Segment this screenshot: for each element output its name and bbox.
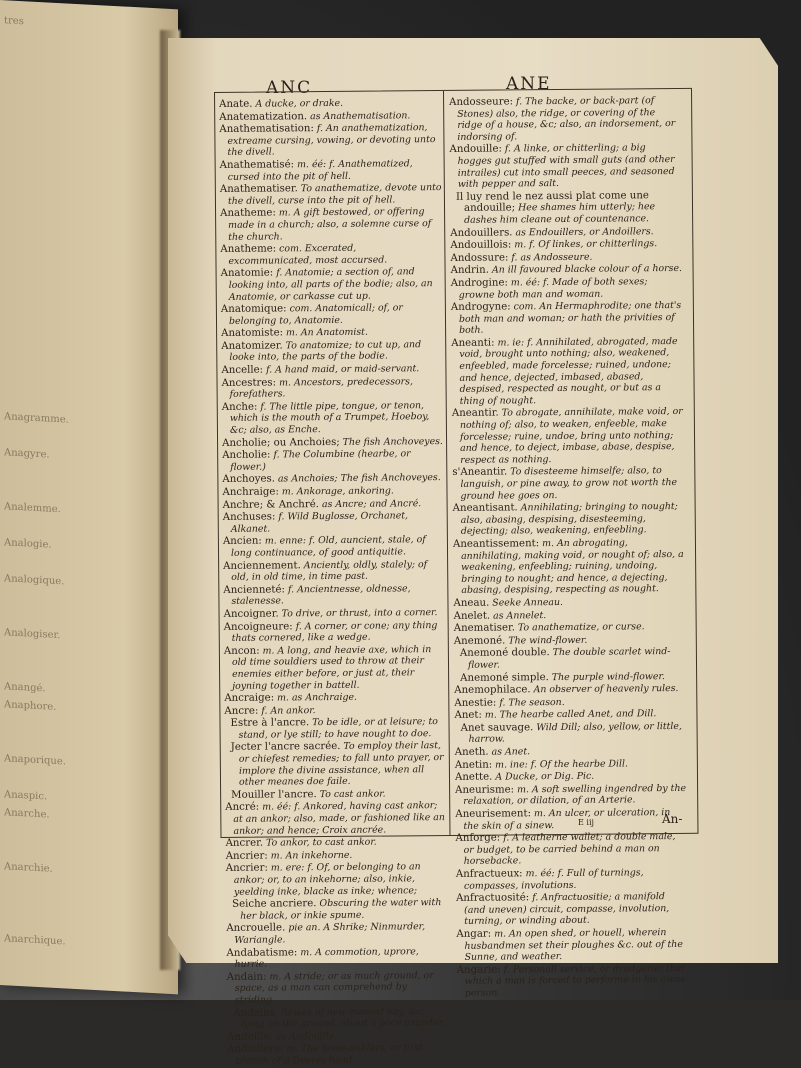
left-page-line: Anaphore. <box>4 699 57 713</box>
dictionary-entry <box>456 867 688 892</box>
headword: Anette. <box>454 771 493 784</box>
dictionary-entry <box>221 376 443 401</box>
headword: Anemophilace. <box>454 684 531 697</box>
dictionary-entry <box>455 831 687 868</box>
headword: Anciennement. <box>223 559 301 572</box>
headword: Estre à l'ancre. <box>230 717 310 730</box>
dictionary-entry <box>224 704 446 718</box>
dictionary-entry <box>219 97 441 111</box>
headword: Anet: <box>454 709 482 722</box>
definition: pie an. A Shrike; Ninmurder, Wariangle. <box>234 921 426 946</box>
definition: m. The brow-anklers, or first branch of a Deeres head. <box>235 1042 423 1067</box>
dictionary-entry <box>450 251 682 265</box>
definition: An observer of heavenly rules. <box>530 683 679 696</box>
definition: m. An abrogating, annihilating, making void, or nought of; also, a weakening, enfeebling; ruining, undoing, bringing to nought; and hence, a dejecting, abasing, despising, respecting as nought. <box>461 537 684 597</box>
definition: f. An anathematization, extreame cursing, vowing, or devoting unto the divell. <box>227 122 436 159</box>
headword: Anematiser. <box>453 622 516 635</box>
headword: Anatomizer. <box>221 340 283 352</box>
headword: Andains. <box>232 1007 278 1019</box>
dictionary-entry <box>224 644 446 692</box>
definition: Obscuring the water with her black, or inkie spume. <box>240 897 442 922</box>
headword: Ancon: <box>223 645 260 657</box>
headword: Anathematisation: <box>219 123 314 136</box>
definition: The double scarlet wind-flower. <box>467 646 671 671</box>
left-page-line: Anaspic. <box>4 789 48 803</box>
definition: as Anet. <box>488 746 531 758</box>
headword: Aneth. <box>454 746 489 758</box>
dictionary-entry <box>219 122 441 159</box>
headword: Aneurisme: <box>455 784 515 796</box>
definition: To cast ankor. <box>316 788 386 800</box>
headword: Ancré: <box>225 802 260 814</box>
definition: To anathematize, devote unto the divell, curse into the pit of hell. <box>227 182 442 207</box>
headword: Andabatisme: <box>226 946 298 959</box>
headword: Anatheme: <box>220 207 276 220</box>
dictionary-entry <box>223 498 445 512</box>
left-page-line: Anarchique. <box>4 933 66 948</box>
dictionary-entry <box>224 716 446 741</box>
dictionary-entry <box>225 800 447 837</box>
left-page-line: Analogiser. <box>4 627 61 642</box>
headword: Anatheme: <box>220 243 277 256</box>
headword: Anatomie: <box>220 267 274 280</box>
headword: Il luy rend le nez aussi plat come une andouille; <box>455 189 649 215</box>
definition: f. A hand maid, or maid-servant. <box>263 363 420 376</box>
definition: A Ducke, or Dig. Pic. <box>492 770 595 783</box>
dictionary-entry <box>225 740 447 788</box>
headword: Ancrier: <box>225 862 268 875</box>
headword: Anche: <box>221 401 258 413</box>
right-column <box>449 95 689 1001</box>
dictionary-entry <box>454 634 686 648</box>
headword: Anfractueux: <box>455 868 523 880</box>
definition: An ill favoured blacke colour of a horse. <box>488 263 683 276</box>
dictionary-entry <box>450 225 682 239</box>
dictionary-entry <box>219 110 441 124</box>
dictionary-entry <box>226 946 448 971</box>
left-page-line: Anaporique. <box>4 753 66 768</box>
headword: Aneurisement: <box>455 808 532 820</box>
dictionary-entry <box>456 891 688 928</box>
headword: Ancienneté: <box>223 584 286 596</box>
headword: Aneanti: <box>451 337 495 349</box>
headword: Ancholie; ou Anchoies; <box>222 436 340 449</box>
dictionary-entry <box>452 406 684 466</box>
dictionary-entry <box>452 465 684 502</box>
dictionary-entry <box>223 559 445 584</box>
dictionary-entry <box>227 1006 449 1031</box>
dictionary-entry <box>455 745 687 759</box>
definition: m. ine: f. Of the hearbe Dill. <box>492 758 629 771</box>
dictionary-entry <box>222 485 444 499</box>
definition: m. as Anchraige. <box>274 691 358 704</box>
headword: Aneau. <box>453 597 490 609</box>
definition: m. éé: f. Full of turnings, compasses, involutions. <box>463 867 644 892</box>
definition: f. The season. <box>496 696 565 709</box>
headword: Ancrier: <box>225 850 268 862</box>
definition: com. Anatomicall; of, or belonging to, Anatomie. <box>228 302 403 327</box>
definition: f. as Andosseure. <box>508 251 593 264</box>
headword: Anchraige: <box>222 486 279 498</box>
definition: as Ancre; and Ancré. <box>318 497 422 510</box>
left-page-text <box>4 10 169 994</box>
definition: m. An open shed, or houell, wherein husbandmen set their ploughes &c. out of the Sunne, and weather. <box>464 927 683 964</box>
definition: as Endouillers, or Andoillers. <box>512 225 654 238</box>
headword: Angar: <box>456 928 492 940</box>
headword: Mouiller l'ancre. <box>231 788 317 801</box>
headword: Anathematisé: <box>219 159 295 171</box>
headword: Andoille. <box>227 1031 273 1043</box>
dictionary-entry <box>454 621 686 635</box>
dictionary-entry <box>453 537 685 597</box>
definition: f. An ankor. <box>258 704 316 717</box>
headword: Anet sauvage. <box>460 722 534 734</box>
dictionary-entry <box>451 276 683 301</box>
headword: Ancraige: <box>224 692 275 705</box>
dictionary-entry <box>451 336 684 408</box>
header-left: ANC <box>266 78 313 98</box>
header-right: ANE <box>506 74 552 94</box>
definition: m. Ancestors, predecessors, forefathers. <box>229 375 413 401</box>
headword: Anetin: <box>454 759 493 771</box>
dictionary-entry <box>454 646 686 671</box>
dictionary-entry <box>223 534 445 559</box>
dictionary-entry <box>454 708 686 722</box>
dictionary-entry <box>450 190 682 227</box>
dictionary-entry <box>226 921 448 946</box>
definition: To anathematize, or curse. <box>514 621 645 634</box>
headword: Anate. <box>219 98 253 110</box>
definition: m. éé: f. Made of both sexes; growne both man and woman. <box>458 276 648 301</box>
catchword: An- <box>662 812 683 826</box>
dictionary-entry <box>453 596 685 610</box>
definition: f. The backe, or back-part (of Stones) also, the ridge, or covering of the ridge of a house, &c; also, an indorsement, or indorsing of. <box>457 95 676 143</box>
definition: com. Excerated, excommunicated, most accursed. <box>228 242 388 267</box>
dictionary-entry <box>221 363 443 377</box>
definition: m. A gift bestowed, or offering made in a church; also, a solemne curse of the church. <box>228 206 432 243</box>
headword: Anforge: <box>455 832 501 845</box>
dictionary-entry <box>220 206 442 243</box>
headword: Androgyne: <box>450 301 511 314</box>
definition: To abrogate, annihilate, make void, or nothing of; also, to weaken, enfeeble, make forcelesse; ruine, undoe, bring unto nothing; and hence, to deject, imbase, abase, despise, respect as nothing. <box>459 406 683 466</box>
definition: as Anathematisation. <box>307 109 411 122</box>
headword: Andosseure: <box>449 96 514 108</box>
dictionary-entry <box>223 583 445 608</box>
definition: m. éé: f. Anathematized, cursed into the pit of hell. <box>227 158 413 183</box>
definition: m. éé: f. Ankored, having cast ankor; at an ankor; also, made, or fashioned like an ankor; and hence; Croix ancrée. <box>233 800 445 837</box>
left-column <box>219 97 449 1068</box>
dictionary-entry <box>224 620 446 645</box>
headword: Ancre: <box>224 705 259 717</box>
headword: Ancestres: <box>221 377 277 389</box>
definition: f. The little pipe, tongue, or tenon, which is the mouth of a Trumpet, Hoeboy, &c; also, as Enche. <box>229 400 430 436</box>
dictionary-entry <box>220 242 442 267</box>
dictionary-entry <box>227 1042 449 1067</box>
headword: Anchuses: <box>222 511 276 524</box>
headword: Andoillers: <box>227 1043 284 1056</box>
dictionary-entry <box>455 758 687 772</box>
dictionary-entry <box>226 836 448 850</box>
dictionary-entry <box>455 770 687 784</box>
dictionary-entry <box>227 1030 449 1044</box>
definition: f. Anfractuositie; a manifold (and uneven) circuit, compasse, involution, turning, or winding about. <box>464 891 670 928</box>
definition: m. ie: f. Annihilated, abrogated, made void, brought unto nothing; also, weakened, enfeebled, made forcelesse; ruined, undone; and hence, dejected, imbased, abased, despised, respected as nought, or but as a thing of nought. <box>459 335 678 407</box>
definition: Seeke Anneau. <box>489 596 564 609</box>
left-page-line: Anangé. <box>4 681 46 695</box>
definition: Anciently, oldly, stalely; of old, in old time, in time past. <box>231 558 428 584</box>
left-page-line: Analogie. <box>4 537 52 551</box>
dictionary-entry <box>221 266 443 303</box>
headword: Ancholie: <box>222 449 271 462</box>
dictionary-entry <box>451 263 683 277</box>
headword: Anatomique: <box>220 303 287 316</box>
definition: To anatomize; to cut up, and looke into, the parts of the bodie. <box>229 339 422 364</box>
dictionary-entry <box>227 970 449 1007</box>
left-page-line: Anarchie. <box>4 861 53 875</box>
definition: m. The hearbe called Anet, and Dill. <box>481 708 657 721</box>
definition: Annihilating; bringing to nought; also, abasing, despising, disesteeming, dejecting; also, weakening, enfeebling. <box>460 501 678 538</box>
definition: m. enne: f. Old, auncient, stale, of long continuance, of good antiquitie. <box>230 534 426 559</box>
definition: f. Personall service, or drudgerie; that which a man is forced to performe in his owne person. <box>464 962 686 999</box>
definition: f. A leatherne wallet; a double male, or budget, to be carried behind a man on horsebacke. <box>463 831 676 868</box>
definition: f. Ancientnesse, oldnesse, stalenesse. <box>231 583 411 608</box>
dictionary-entry <box>454 683 686 697</box>
headword: Andouillois: <box>450 239 512 252</box>
dictionary-entry <box>455 721 687 746</box>
headword: Anemoné. <box>453 635 506 647</box>
definition: m. A commotion, uprore, hurrie. <box>234 945 419 971</box>
dictionary-entry <box>226 861 448 898</box>
text-frame <box>214 88 698 1067</box>
dictionary-entry <box>226 897 448 922</box>
headword: Anemoné simple. <box>460 671 549 684</box>
dictionary-entry <box>222 472 444 486</box>
definition: as Andouille. <box>272 1030 338 1043</box>
definition: m. A soft swelling ingendred by the relaxation, or dilation, of an Arterie. <box>463 782 687 808</box>
dictionary-entry <box>224 607 446 621</box>
dictionary-entry <box>453 501 685 538</box>
headword: Anfractuosité: <box>456 892 530 905</box>
definition: f. The Columbine (hearbe, or flower.) <box>230 448 411 473</box>
headword: Ancrouelle. <box>226 922 286 935</box>
dictionary-entry <box>449 95 681 143</box>
definition: m. Ankorage, ankoring. <box>278 485 394 498</box>
headword: Andain: <box>226 971 267 983</box>
headword: Anathematiser. <box>219 183 298 196</box>
definition: m. A stride; or as much ground, or space, as a man can comprehend by striding. <box>234 969 434 1006</box>
left-page-line: Anarche. <box>4 807 50 821</box>
headword: Anatematization. <box>219 110 308 123</box>
definition: as Anchoies; The fish Anchoveyes. <box>274 472 441 485</box>
headword: Aneantisant. <box>452 502 518 515</box>
dictionary-entry <box>220 158 442 183</box>
left-page <box>0 0 178 994</box>
headword: Andrin. <box>450 264 489 277</box>
headword: Anelet. <box>453 610 491 622</box>
definition: Rewes of new-mowed hay, &c, lying on the ground, about a pace asunder. <box>241 1005 446 1030</box>
headword: Ancelle: <box>221 364 264 377</box>
headword: Ancoigneure: <box>223 620 293 633</box>
definition: m. f. Of linkes, or chitterlings. <box>511 238 658 251</box>
definition: A ducke, or drake. <box>252 97 344 110</box>
dictionary-entry <box>220 182 442 207</box>
definition: com. An Hermaphrodite; one that's both man and woman; or hath the privities of both. <box>458 300 682 337</box>
dictionary-entry <box>226 849 448 863</box>
headword: Androgine: <box>450 277 508 289</box>
dictionary-entry <box>221 339 443 364</box>
headword: Anchre; & Anchré. <box>222 498 320 511</box>
dictionary-entry <box>222 400 444 437</box>
headword: Andossure: <box>450 252 509 264</box>
headword: Angarie: <box>456 964 501 976</box>
dictionary-entry <box>451 300 683 337</box>
definition: m. An inkehorne. <box>267 849 353 862</box>
definition: Hee shames him utterly; hee dashes him cleane out of countenance. <box>464 201 656 226</box>
dictionary-entry <box>454 608 686 622</box>
dictionary-entry <box>221 326 443 340</box>
headword: Aneantissement: <box>452 538 540 550</box>
left-page-line: Analemme. <box>4 501 61 516</box>
definition: m. An ulcer, or ulceration, in the skin of a sinew. <box>463 807 671 832</box>
headword: Anchoyes. <box>222 473 276 486</box>
dictionary-entry <box>455 807 687 832</box>
definition: The wind-flower. <box>505 634 588 647</box>
headword: Anestie: <box>454 697 497 709</box>
dictionary-entry <box>222 448 444 473</box>
definition: To disesteeme himselfe; also, to languish, or pine away, to grow not worth the ground hee goes on. <box>460 465 678 502</box>
dictionary-entry <box>454 696 686 710</box>
definition: To be idle, or at leisure; to stand, or lye still; to have nought to doe. <box>238 716 438 741</box>
definition: The fish Anchoveyes. <box>339 435 443 448</box>
headword: Aneantir. <box>451 407 499 420</box>
signature-mark: E iij <box>578 818 594 827</box>
definition: To drive, or thrust, into a corner. <box>278 607 438 620</box>
definition: f. Wild Buglosse, Orchanet, Alkanet. <box>230 510 409 535</box>
headword: Andouillers. <box>450 226 513 239</box>
definition: m. A long, and heavie axe, which in old time souldiers used to throw at their enemies either before, or just at, their joyning together in battell. <box>231 643 432 692</box>
headword: Ancien: <box>222 535 262 548</box>
definition: The purple wind-flower. <box>548 670 665 683</box>
headword: Ancoigner. <box>223 608 279 620</box>
dictionary-entry <box>221 302 443 327</box>
dictionary-entry <box>222 436 444 450</box>
headword: Seiche ancriere. <box>232 898 317 911</box>
dictionary-entry <box>457 963 689 1000</box>
definition: To employ their last, or chiefest remedies; to fall unto prayer, or implore the divine assistance, when all other meanes doe faile. <box>238 740 444 789</box>
definition: m. An Anatomist. <box>282 326 368 339</box>
definition: f. A corner, or cone; any thing thats cornered, like a wedge. <box>231 619 438 644</box>
dictionary-entry <box>450 238 682 252</box>
dictionary-entry <box>454 670 686 684</box>
headword: Jecter l'ancre sacrée. <box>230 741 341 754</box>
definition: To ankor, to cast ankor. <box>263 836 377 849</box>
definition: as Annelet. <box>490 609 547 622</box>
dictionary-entry <box>223 510 445 535</box>
left-page-line: Anagyre. <box>4 447 50 461</box>
headword: s'Aneantir. <box>452 466 508 479</box>
headword: Anatomiste: <box>221 327 284 340</box>
dictionary-entry <box>455 783 687 808</box>
dictionary-entry <box>224 691 446 705</box>
definition: Wild Dill; also, yellow, or little, harrow. <box>468 720 682 746</box>
definition: m. ere: f. Of, or belonging to an ankor; or, to an inkehorne; also, inkie, yeelding inke, blacke as inke; whence; <box>233 861 421 898</box>
left-page-line: Anagramme. <box>4 411 69 426</box>
headword: Ancrer. <box>225 837 264 850</box>
left-page-line: Analogique. <box>4 573 65 588</box>
headword: Anemoné double. <box>459 647 550 660</box>
headword: Andouille: <box>449 143 502 156</box>
definition: f. A linke, or chitterling; a big hogges gut stuffed with small guts (and other intrailes) cut into small peeces, and seasoned with pepper and salt. <box>457 142 675 191</box>
definition: f. Anatomie; a section of, and looking into, all parts of the bodie; also, an Anatomie, or carkasse cut up. <box>228 266 433 303</box>
dictionary-entry <box>456 927 688 964</box>
left-page-line: tres <box>4 15 24 28</box>
dictionary-entry <box>449 142 681 190</box>
